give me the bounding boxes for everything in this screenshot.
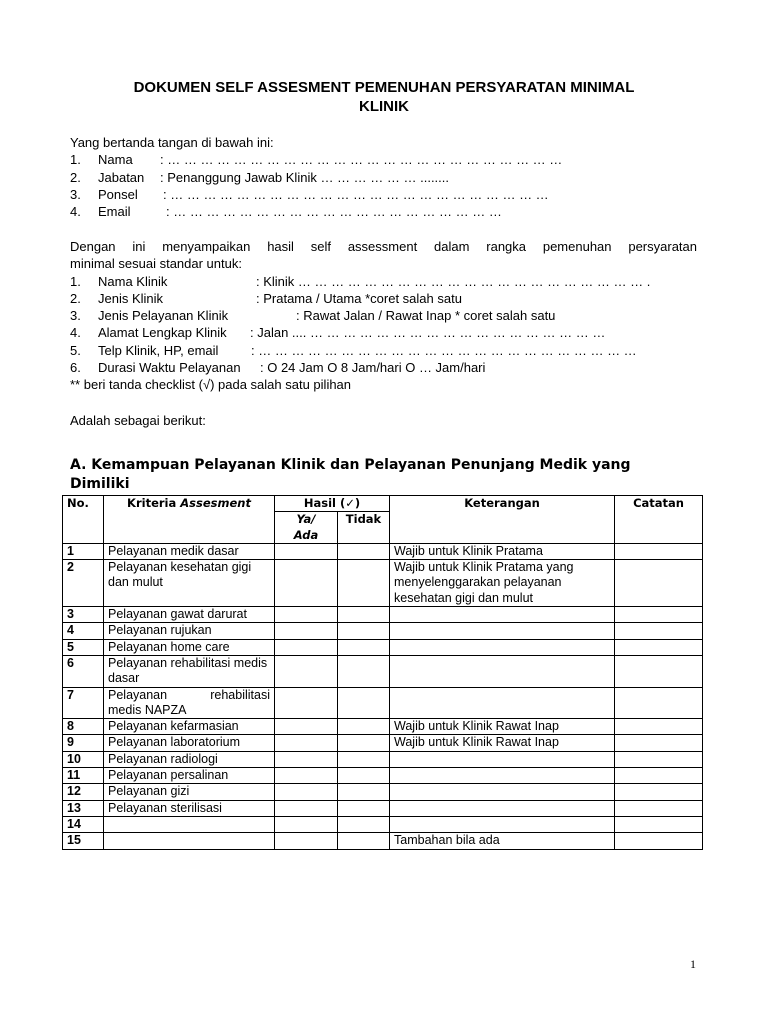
no-cell[interactable] xyxy=(338,560,390,607)
table-row: 3 Pelayanan gawat darurat xyxy=(63,607,703,623)
criteria-cell: Pelayanan laboratorium xyxy=(104,735,275,751)
criteria-cell: Pelayanan sterilisasi xyxy=(104,800,275,816)
section-a-line-1: A. Kemampuan Pelayanan Klinik dan Pelayanan Penunjang Medik yang xyxy=(70,457,631,473)
notes-cell xyxy=(390,784,615,800)
criteria-cell: Pelayanan persalinan xyxy=(104,768,275,784)
criteria-cell: Pelayanan kefarmasian xyxy=(104,719,275,735)
table-row: 12 Pelayanan gizi xyxy=(63,784,703,800)
criteria-cell: Pelayanan radiologi xyxy=(104,751,275,767)
notes-cell xyxy=(390,800,615,816)
criteria-cell[interactable] xyxy=(104,833,275,849)
section-a-line-2: Dimiliki xyxy=(70,476,130,492)
yes-cell[interactable] xyxy=(275,784,338,800)
notes-cell: Wajib untuk Klinik Rawat Inap xyxy=(390,735,615,751)
remarks-cell[interactable] xyxy=(615,623,703,639)
no-cell[interactable] xyxy=(338,607,390,623)
table-row: 13 Pelayanan sterilisasi xyxy=(63,800,703,816)
yes-cell[interactable] xyxy=(275,607,338,623)
header-result: Hasil (✓) xyxy=(275,496,390,512)
notes-cell xyxy=(390,623,615,639)
remarks-cell[interactable] xyxy=(615,607,703,623)
no-cell[interactable] xyxy=(338,687,390,719)
yes-cell[interactable] xyxy=(275,655,338,687)
signer-block xyxy=(70,134,697,220)
notes-cell xyxy=(390,639,615,655)
title-line-1: DOKUMEN SELF ASSESMENT PEMENUHAN PERSYARATAN MINIMAL xyxy=(133,79,635,96)
yes-cell[interactable] xyxy=(275,816,338,832)
remarks-cell[interactable] xyxy=(615,735,703,751)
signer-row-position: 2. Jabatan : Penanggung Jawab Klinik … … … … … … ........ xyxy=(70,169,450,185)
document-title xyxy=(70,78,698,116)
remarks-cell[interactable] xyxy=(615,751,703,767)
remarks-cell[interactable] xyxy=(615,833,703,849)
clinic-row-address: 4. Alamat Lengkap Klinik : Jalan .... … … … … … … … … … … … … … … … … … … xyxy=(70,325,606,341)
remarks-cell[interactable] xyxy=(615,784,703,800)
remarks-cell[interactable] xyxy=(615,639,703,655)
yes-cell[interactable] xyxy=(275,800,338,816)
criteria-cell: Pelayanan gawat darurat xyxy=(104,607,275,623)
yes-cell[interactable] xyxy=(275,768,338,784)
no-cell[interactable] xyxy=(338,751,390,767)
checklist-note: ** beri tanda checklist (√) pada salah satu pilihan xyxy=(70,377,352,393)
header-remarks: Catatan xyxy=(615,496,703,544)
criteria-cell: Pelayanan rehabilitasi medis dasar xyxy=(104,655,275,687)
intro-text: Yang bertanda tangan di bawah ini: xyxy=(70,135,274,150)
clinic-row-type: 2. Jenis Klinik : Pratama / Utama *coret salah satu xyxy=(70,290,462,306)
yes-cell[interactable] xyxy=(275,735,338,751)
statement-line-1: Dengan ini menyampaikan hasil self assessment dalam rangka pemenuhan persyaratan xyxy=(70,239,697,254)
no-cell[interactable] xyxy=(338,543,390,559)
yes-cell[interactable] xyxy=(275,751,338,767)
clinic-row-duration: 6. Durasi Waktu Pelayanan : O 24 Jam O 8 Jam/hari O … Jam/hari xyxy=(70,360,486,376)
no-cell[interactable] xyxy=(338,735,390,751)
clinic-row-service-type: 3. Jenis Pelayanan Klinik : Rawat Jalan / Rawat Inap * coret salah satu xyxy=(70,308,556,324)
header-criteria: Kriteria Assesment xyxy=(104,496,275,544)
notes-cell xyxy=(390,768,615,784)
yes-cell[interactable] xyxy=(275,639,338,655)
header-no: No. xyxy=(63,496,104,544)
signer-row-name: 1. Nama : … … … … … … … … … … … … … … … … … … … … … … … … xyxy=(70,152,563,168)
table-row: 5 Pelayanan home care xyxy=(63,639,703,655)
no-cell[interactable] xyxy=(338,639,390,655)
notes-cell: Wajib untuk Klinik Pratama yang menyelenggarakan pelayanan kesehatan gigi dan mulut xyxy=(390,560,615,607)
header-yes: Ya/ Ada xyxy=(275,512,338,544)
table-row: 8 Pelayanan kefarmasian Wajib untuk Klinik Rawat Inap xyxy=(63,719,703,735)
no-cell[interactable] xyxy=(338,816,390,832)
remarks-cell[interactable] xyxy=(615,560,703,607)
section-a-title xyxy=(70,456,690,494)
remarks-cell[interactable] xyxy=(615,687,703,719)
remarks-cell[interactable] xyxy=(615,800,703,816)
no-cell[interactable] xyxy=(338,833,390,849)
notes-cell xyxy=(390,607,615,623)
statement-line-2: minimal sesuai standar untuk: xyxy=(70,256,242,272)
header-no-option: Tidak xyxy=(338,512,390,544)
criteria-cell: Pelayanan gizi xyxy=(104,784,275,800)
notes-cell: Tambahan bila ada xyxy=(390,833,615,849)
no-cell[interactable] xyxy=(338,800,390,816)
notes-cell xyxy=(390,687,615,719)
header-notes: Keterangan xyxy=(390,496,615,544)
signer-row-phone: 3. Ponsel : … … … … … … … … … … … … … … … … … … … … … … … xyxy=(70,186,549,202)
criteria-cell: Pelayanan home care xyxy=(104,639,275,655)
table-row: 4 Pelayanan rujukan xyxy=(63,623,703,639)
yes-cell[interactable] xyxy=(275,687,338,719)
table-row: 14 xyxy=(63,816,703,832)
table-row: 9 Pelayanan laboratorium Wajib untuk Klinik Rawat Inap xyxy=(63,735,703,751)
clinic-row-name: 1. Nama Klinik : Klinik … … … … … … … … … … … … … … … … … … … … … . xyxy=(70,273,651,289)
criteria-cell: Pelayanan rujukan xyxy=(104,623,275,639)
no-cell[interactable] xyxy=(338,784,390,800)
table-header-row xyxy=(63,496,703,512)
notes-cell xyxy=(390,655,615,687)
criteria-cell: Pelayanan kesehatan gigi dan mulut xyxy=(104,560,275,607)
title-line-2: KLINIK xyxy=(359,98,409,115)
no-cell[interactable] xyxy=(338,768,390,784)
notes-cell xyxy=(390,751,615,767)
yes-cell[interactable] xyxy=(275,623,338,639)
no-cell[interactable] xyxy=(338,655,390,687)
signer-row-email: 4. Email : … … … … … … … … … … … … … … … … … … … … xyxy=(70,204,502,220)
table-row: 6 Pelayanan rehabilitasi medis dasar xyxy=(63,655,703,687)
table-row: 15 Tambahan bila ada xyxy=(63,833,703,849)
remarks-cell[interactable] xyxy=(615,543,703,559)
table-row: 1 Pelayanan medik dasar Wajib untuk Klinik Pratama xyxy=(63,543,703,559)
notes-cell: Wajib untuk Klinik Rawat Inap xyxy=(390,719,615,735)
no-cell[interactable] xyxy=(338,719,390,735)
notes-cell: Wajib untuk Klinik Pratama xyxy=(390,543,615,559)
table-row: 7 Pelayanan rehabilitasi medis NAPZA xyxy=(63,687,703,719)
yes-cell[interactable] xyxy=(275,543,338,559)
yes-cell[interactable] xyxy=(275,833,338,849)
table-row: 2 Pelayanan kesehatan gigi dan mulut Wajib untuk Klinik Pratama yang menyelenggarakan pelayanan kesehatan gigi dan mulut xyxy=(63,560,703,607)
yes-cell[interactable] xyxy=(275,719,338,735)
no-cell[interactable] xyxy=(338,623,390,639)
assessment-table xyxy=(62,495,703,850)
yes-cell[interactable] xyxy=(275,560,338,607)
clinic-row-contact: 5. Telp Klinik, HP, email : … … … … … … … … … … … … … … … … … … … … … … … xyxy=(70,342,637,358)
as-follows-text: Adalah sebagai berikut: xyxy=(70,413,206,428)
criteria-cell[interactable] xyxy=(104,816,275,832)
criteria-cell: Pelayanan medik dasar xyxy=(104,543,275,559)
clinic-block xyxy=(70,238,697,394)
remarks-cell[interactable] xyxy=(615,816,703,832)
remarks-cell[interactable] xyxy=(615,719,703,735)
remarks-cell[interactable] xyxy=(615,655,703,687)
criteria-cell: Pelayanan rehabilitasi medis NAPZA xyxy=(104,687,275,719)
table-row: 11 Pelayanan persalinan xyxy=(63,768,703,784)
remarks-cell[interactable] xyxy=(615,768,703,784)
notes-cell xyxy=(390,816,615,832)
table-row: 10 Pelayanan radiologi xyxy=(63,751,703,767)
page-number: 1 xyxy=(690,957,696,971)
